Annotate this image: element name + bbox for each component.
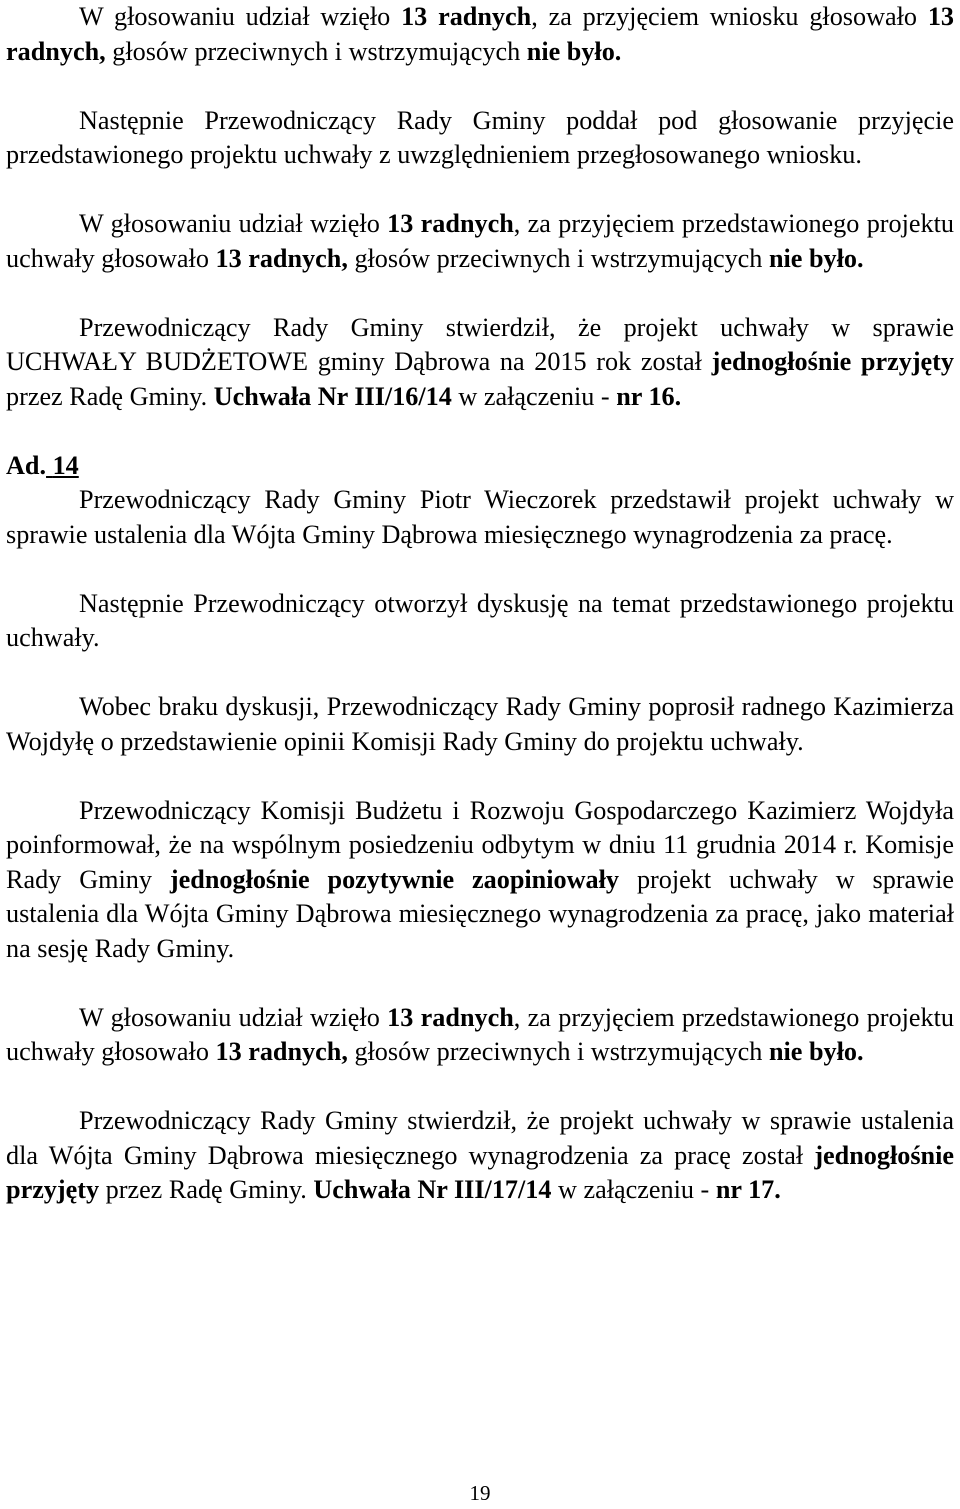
paragraph-p7	[6, 690, 954, 759]
paragraph-p6	[6, 587, 954, 656]
text-segment: , za przyjęciem wniosku głosowało	[531, 2, 928, 31]
text-segment: głosów przeciwnych i wstrzymujących	[347, 243, 769, 273]
paragraph-p4	[6, 311, 954, 415]
text-segment: projekt uchwały w sprawie ustalenia dla Wójta Gminy Dąbrowa miesięcznego wynagrodzenia za pracę, jako materiał na sesję Rady Gminy.	[6, 864, 954, 963]
text-segment: jednogłośnie przyjęty	[711, 347, 954, 376]
text-segment: przez Radę Gminy.	[6, 381, 214, 411]
text-segment: nie było.	[526, 36, 622, 66]
text-segment: głosów przeciwnych i wstrzymujących	[347, 1037, 769, 1066]
text-segment: Uchwała Nr III/16/14	[213, 381, 452, 411]
text-segment: Uchwała Nr III/17/14	[313, 1175, 552, 1204]
paragraph-p2	[6, 104, 954, 173]
text-segment: głosów przeciwnych i wstrzymujących	[105, 36, 527, 66]
text-segment: Przewodniczący Komisji Budżetu i Rozwoju Gospodarczego Kazimierz Wojdyła poinformował, że na wspólnym posiedzeniu odbytym w dniu 11 grudnia 2014 r. Komisje Rady Gminy	[6, 795, 954, 894]
paragraphs-before	[6, 0, 954, 414]
text-segment: przez Radę Gminy.	[99, 1175, 314, 1204]
text-segment: , za przyjęciem przedstawionego projektu uchwały głosowało	[6, 209, 954, 273]
page-number: 19	[469, 1481, 491, 1505]
text-segment: jednogłośnie przyjęty	[6, 1140, 954, 1204]
paragraph-p9	[6, 1001, 954, 1070]
text-segment: nie było.	[768, 1037, 864, 1066]
ad-heading	[6, 449, 954, 484]
text-segment: W głosowaniu udział wzięło	[79, 209, 388, 238]
text-segment: , za przyjęciem przedstawionego projektu uchwały głosowało	[6, 1002, 954, 1066]
ad-label: Ad.	[6, 450, 47, 480]
text-segment: Następnie Przewodniczący otworzył dyskusję na temat przedstawionego projektu uchwały.	[6, 588, 954, 652]
paragraph-p1	[6, 0, 954, 69]
document-page	[6, 0, 954, 1242]
text-segment: jednogłośnie pozytywnie zaopiniowały	[169, 864, 619, 894]
ad-section	[6, 449, 954, 553]
paragraphs-after	[6, 587, 954, 1208]
text-segment: 13 radnych,	[6, 2, 954, 66]
text-segment: 13 radnych	[401, 2, 532, 31]
text-segment: Przewodniczący Rady Gminy stwierdził, że projekt uchwały w sprawie UCHWAŁY BUDŻETOWE gminy Dąbrowa na 2015 rok został	[6, 312, 954, 376]
text-segment: 13 radnych	[387, 1002, 514, 1032]
text-segment: nr 17.	[715, 1175, 781, 1204]
ad-intro	[6, 483, 954, 552]
text-segment: 13 radnych,	[215, 243, 348, 273]
paragraph-p8	[6, 794, 954, 967]
text-segment: 13 radnych	[387, 209, 514, 238]
paragraph-p3	[6, 207, 954, 276]
ad-number: 14	[52, 450, 79, 480]
text-segment: w załączeniu -	[451, 381, 617, 411]
paragraph-p10	[6, 1104, 954, 1208]
text-segment: nie było.	[768, 243, 864, 273]
text-segment: Następnie Przewodniczący Rady Gminy poddał pod głosowanie przyjęcie przedstawionego projektu uchwały z uwzględnieniem przegłosowanego wniosku.	[6, 105, 954, 169]
text-segment: 13 radnych,	[215, 1037, 348, 1066]
text-segment: w załączeniu -	[551, 1175, 716, 1204]
text-segment: Przewodniczący Rady Gminy Piotr Wieczorek przedstawił projekt uchwały w sprawie ustalenia dla Wójta Gminy Dąbrowa miesięcznego wynagrodzenia za pracę.	[6, 485, 954, 549]
text-segment: Przewodniczący Rady Gminy stwierdził, że projekt uchwały w sprawie ustalenia dla Wójta Gminy Dąbrowa miesięcznego wynagrodzenia za pracę został	[6, 1106, 954, 1170]
text-segment: W głosowaniu udział wzięło	[79, 2, 402, 31]
text-segment: Wobec braku dyskusji, Przewodniczący Rady Gminy poprosił radnego Kazimierza Wojdyłę o przedstawienie opinii Komisji Rady Gminy do projektu uchwały.	[6, 692, 954, 756]
paragraph-p5	[6, 483, 954, 552]
text-segment: nr 16.	[616, 381, 682, 411]
text-segment: W głosowaniu udział wzięło	[79, 1002, 388, 1032]
